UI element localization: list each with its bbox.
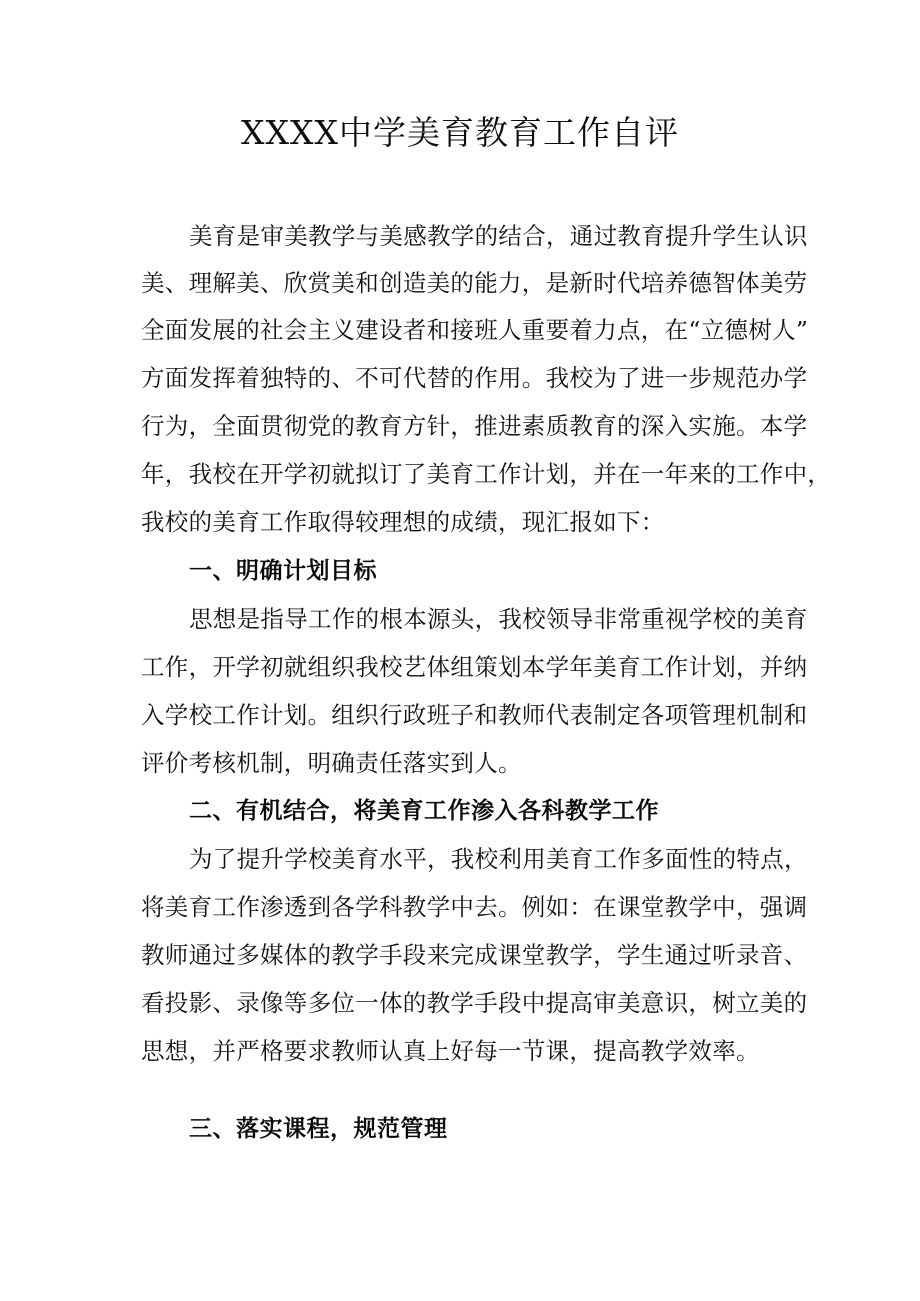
section-2-line: 思想，并严格要求教师认真上好每一节课，提高教学效率。	[141, 1037, 760, 1065]
intro-line: 行为，全面贯彻党的教育方针，推进素质教育的深入实施。本学	[141, 412, 808, 440]
section-2-line: 教师通过多媒体的教学手段来完成课堂教学，学生通过听录音、	[141, 941, 808, 969]
section-2-heading: 二、有机结合，将美育工作渗入各科教学工作	[189, 798, 659, 824]
intro-line: 方面发挥着独特的、不可代替的作用。我校为了进一步规范办学	[141, 364, 808, 392]
section-1-line: 思想是指导工作的根本源头，我校领导非常重视学校的美育	[189, 605, 808, 633]
intro-line: 我校的美育工作取得较理想的成绩，现汇报如下：	[141, 508, 665, 536]
section-3-heading: 三、落实课程，规范管理	[189, 1116, 448, 1142]
intro-line: 美育是审美教学与美感教学的结合，通过教育提升学生认识	[189, 222, 808, 250]
section-2-line: 看投影、录像等多位一体的教学手段中提高审美意识，树立美的	[141, 989, 808, 1017]
section-1-heading: 一、明确计划目标	[189, 558, 377, 584]
section-2-line: 为了提升学校美育水平，我校利用美育工作多面性的特点，	[189, 845, 808, 873]
section-1-line: 工作，开学初就组织我校艺体组策划本学年美育工作计划，并纳	[141, 653, 808, 681]
intro-line: 美、理解美、欣赏美和创造美的能力，是新时代培养德智体美劳	[141, 269, 808, 297]
section-1-line: 评价考核机制，明确责任落实到人。	[141, 749, 522, 777]
document-title: XXXX中学美育教育工作自评	[241, 113, 679, 152]
intro-line: 年，我校在开学初就拟订了美育工作计划，并在一年来的工作中，	[141, 460, 832, 488]
section-1-line: 入学校工作计划。组织行政班子和教师代表制定各项管理机制和	[141, 701, 808, 729]
intro-line: 全面发展的社会主义建设者和接班人重要着力点，在“立德树人”	[141, 316, 809, 344]
section-2-line: 将美育工作渗透到各学科教学中去。例如：在课堂教学中，强调	[141, 893, 808, 921]
